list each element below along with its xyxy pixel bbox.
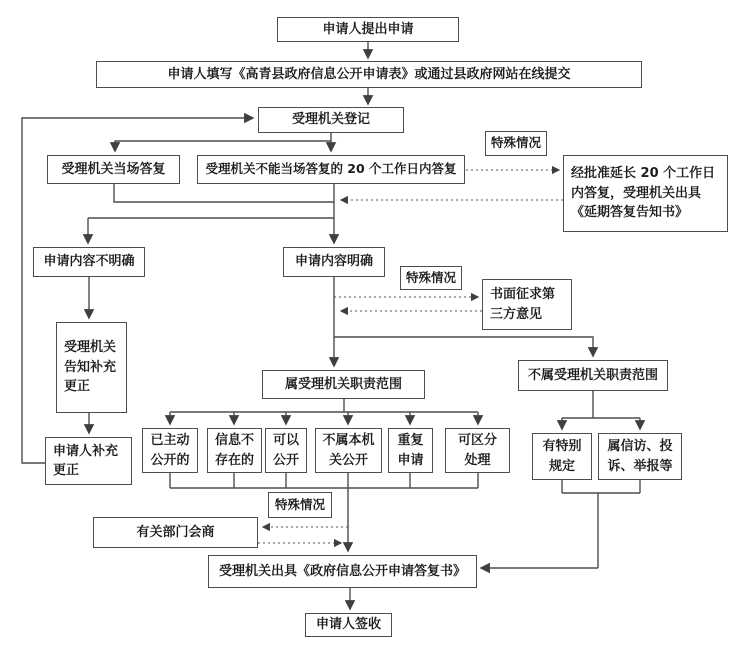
node-petition: 属信访、投诉、举报等: [598, 433, 682, 480]
label-special-case-3: 特殊情况: [268, 492, 332, 518]
node-fill-form: 申请人填写《高青县政府信息公开申请表》或通过县政府网站在线提交: [96, 61, 642, 88]
node-notify-supplement: 受理机关告知补充更正: [56, 322, 127, 413]
node-third-party-opinion: 书面征求第三方意见: [482, 279, 572, 330]
node-special-rule: 有特别规定: [532, 433, 592, 480]
node-register: 受理机关登记: [258, 107, 404, 133]
node-supplement-correct: 申请人补充更正: [45, 437, 132, 485]
node-reply-20days: 受理机关不能当场答复的 20 个工作日内答复: [197, 155, 465, 184]
node-repeat-apply: 重复申请: [388, 428, 433, 473]
node-content-clear: 申请内容明确: [283, 247, 385, 277]
node-can-disclose: 可以公开: [265, 428, 307, 473]
node-info-not-exist: 信息不存在的: [207, 428, 262, 473]
node-out-of-scope: 不属受理机关职责范围: [518, 360, 668, 391]
label-special-case-2: 特殊情况: [400, 266, 462, 290]
node-apply: 申请人提出申请: [277, 17, 459, 42]
node-not-this-org: 不属本机关公开: [315, 428, 382, 473]
node-dept-consult: 有关部门会商: [93, 517, 258, 548]
label-special-case-1: 特殊情况: [485, 131, 547, 156]
node-sign-receive: 申请人签收: [305, 613, 392, 637]
node-onspot-reply: 受理机关当场答复: [47, 155, 180, 184]
node-content-unclear: 申请内容不明确: [33, 247, 145, 277]
node-separable: 可区分处理: [445, 428, 510, 473]
node-reply-doc: 受理机关出具《政府信息公开申请答复书》: [208, 555, 477, 588]
node-disclosed-already: 已主动公开的: [142, 428, 198, 473]
node-extension: 经批准延长 20 个工作日内答复，受理机关出具《延期答复告知书》: [563, 155, 728, 232]
node-in-scope: 属受理机关职责范围: [262, 370, 425, 399]
